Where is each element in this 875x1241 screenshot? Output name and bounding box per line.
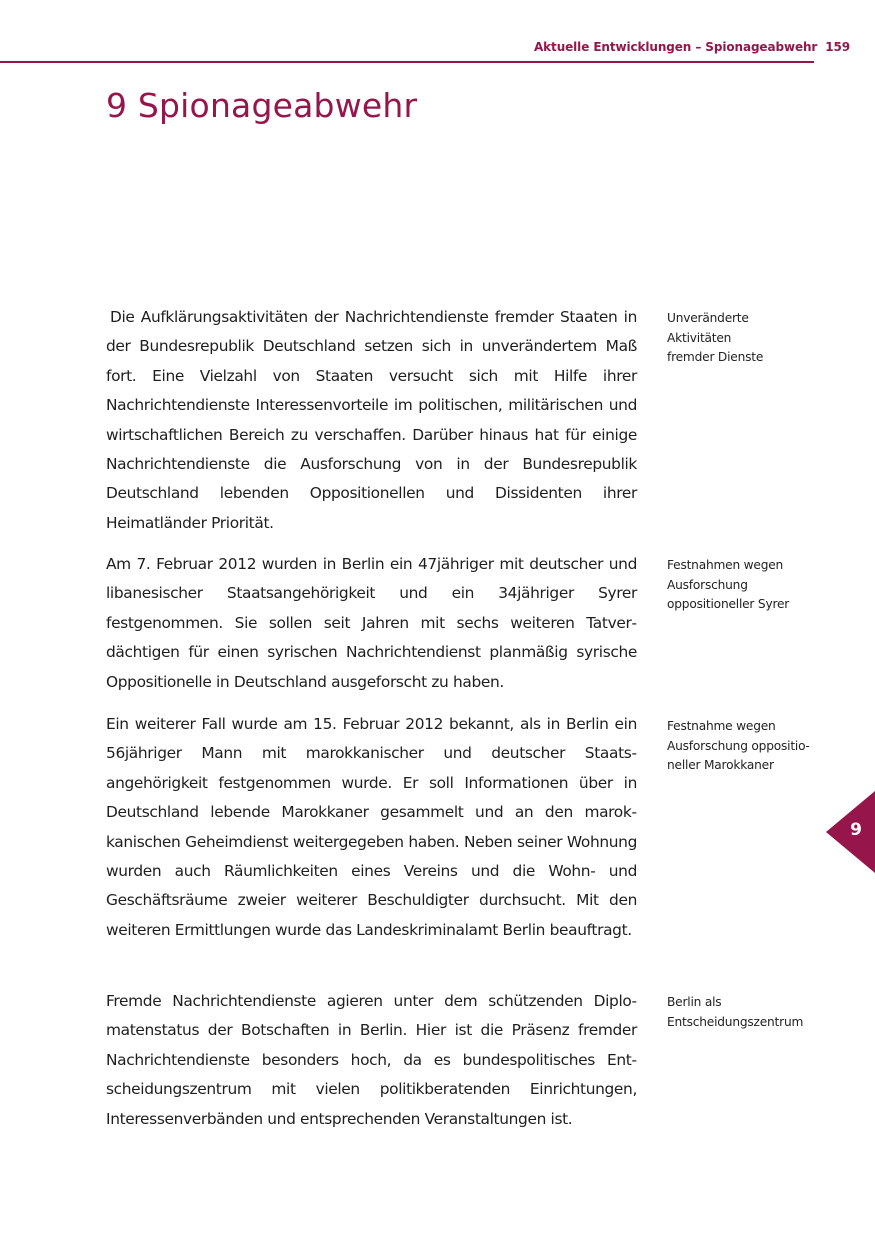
paragraph-syria-arrests: Am 7. Februar 2012 wurden in Berlin ein 47jähriger mit deutscher und libanesischer Staatsangehörigkeit und ein 34jähriger Syrer festgenommen. Sie sollen seit Jahren mit sechs weiteren Tatverdächtigen für einen syrischen Nachrichtendienst planmäßig syrische Oppositionelle in Deutschland ausgeforscht zu haben.	[106, 555, 637, 691]
header-rule	[0, 61, 814, 63]
margin-note-foreign-activities: Unveränderte Aktivitäten fremder Dienste	[667, 311, 764, 364]
margin-note-berlin: Berlin als Entscheidungszentrum	[667, 995, 804, 1029]
chapter-tab-number: 9	[850, 820, 862, 840]
running-title: Aktuelle Entwicklungen – Spionageabwehr	[533, 40, 818, 54]
running-header	[534, 40, 850, 54]
chapter-title: 9 Spionageabwehr	[106, 86, 418, 125]
page-number: 159	[825, 40, 850, 54]
paragraph-foreign-activities: Die Aufklärungsaktivitäten der Nachrichtendienste fremder Staaten in der Bundesrepublik Deutschland setzen sich in unverändertem Maß fort. Eine Vielzahl von Staaten versucht sich mit Hilfe ihrer Nachrichtendienste Interessenvorteile im politischen, militärischen und wirtschaftlichen Bereich zu verschaffen. Darüber hinaus hat für einige Nachrichtendienste die Ausforschung von in der Bundesrepublik Deutschland lebenden Oppositionellen und Dissidenten ihrer Heimatländer Priorität.	[106, 308, 637, 532]
margin-note-syria-arrests: Festnahmen wegen Ausforschung oppositioneller Syrer	[667, 558, 790, 611]
paragraph-morocco-arrest: Ein weiterer Fall wurde am 15. Februar 2012 bekannt, als in Berlin ein 56jähriger Mann mit marokkanischer und deutscher Staatsangehörigkeit festgenommen wurde. Er soll Informationen über in Deutschland lebende Marokkaner gesammelt und an den marokkanischen Geheimdienst weitergegeben haben. Neben seiner Wohnung wurden auch Räumlichkeiten eines Vereins und die Wohn- und Geschäftsräume zweier weiterer Beschuldigter durchsucht. Mit den weiteren Ermittlungen wurde das Landeskriminalamt Berlin beauftragt.	[106, 715, 637, 939]
paragraph-berlin-embassies: Fremde Nachrichtendienste agieren unter dem schützenden Diplomatenstatus der Botschaften in Berlin. Hier ist die Präsenz fremder Nachrichtendienste besonders hoch, da es bundespolitisches Entscheidungszentrum mit vielen politikberatenden Einrichtungen, Interessenverbänden und entsprechenden Veranstaltungen ist.	[106, 992, 637, 1128]
margin-note-morocco-arrest: Festnahme wegen Ausforschung oppositioneller Marokkaner	[667, 719, 810, 772]
